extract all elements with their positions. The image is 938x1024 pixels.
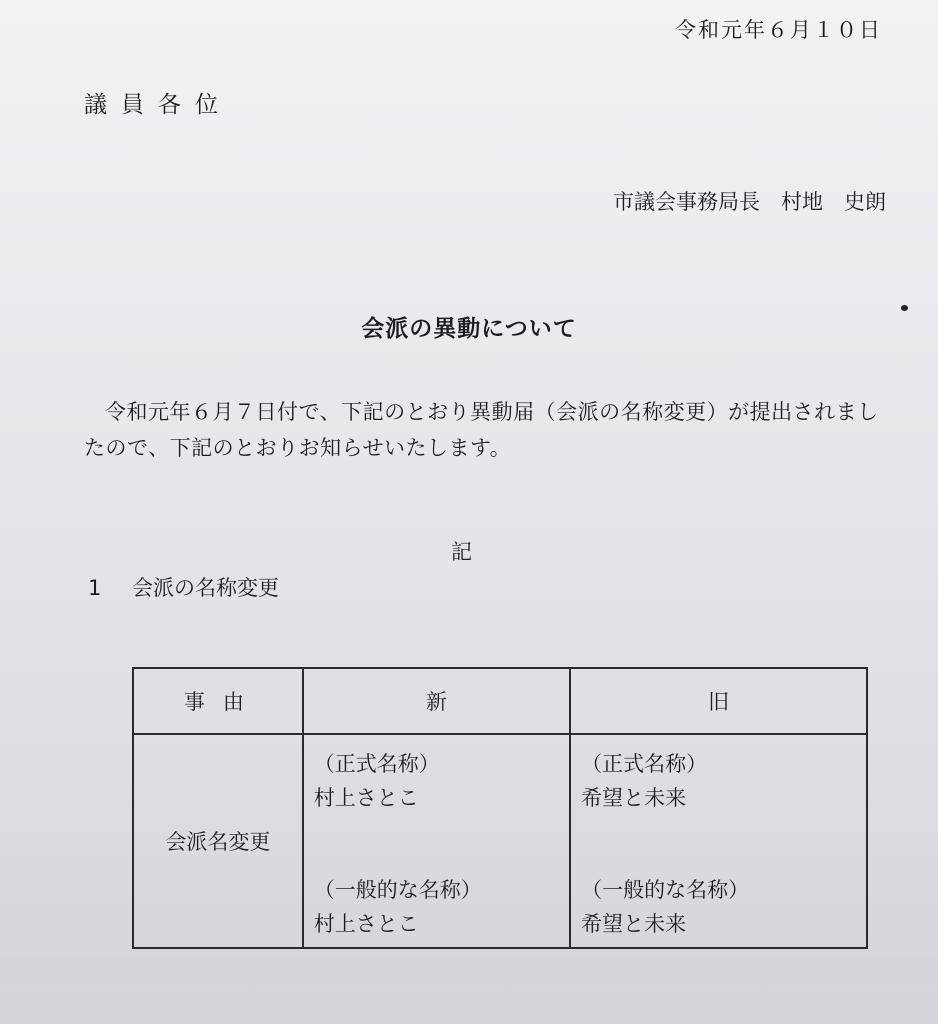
body-paragraph: 令和元年６月７日付で、下記のとおり異動届（会派の名称変更）が提出されましたので、下記のとおりお知らせいたします。 — [84, 400, 879, 460]
ki-marker: 記 — [451, 540, 472, 564]
cell-new — [303, 734, 570, 948]
table-row — [133, 734, 867, 948]
document-date: 令和元年６月１０日 — [675, 18, 882, 42]
ink-speck — [901, 305, 908, 311]
old-common-label: （一般的な名称） — [581, 878, 750, 902]
header-new: 新 — [303, 668, 570, 734]
header-reason: 事由 — [133, 668, 303, 734]
old-official-name: 希望と未来 — [581, 786, 687, 810]
new-official-label: （正式名称） — [313, 752, 440, 776]
old-official-label: （正式名称） — [581, 752, 708, 776]
header-old: 旧 — [570, 668, 867, 734]
cell-reason: 会派名変更 — [133, 734, 303, 948]
old-common-name: 希望と未来 — [581, 912, 687, 936]
new-common-name: 村上さとこ — [313, 912, 419, 936]
sender: 市議会事務局長 村地 史朗 — [613, 190, 886, 214]
new-common-label: （一般的な名称） — [313, 878, 482, 902]
new-official-name: 村上さとこ — [313, 786, 419, 810]
table-header-row — [133, 668, 867, 734]
item-number: 1 — [88, 576, 102, 600]
item-heading — [88, 572, 279, 602]
change-table — [132, 667, 868, 949]
cell-old — [570, 734, 867, 948]
document-title: 会派の異動について — [361, 316, 577, 342]
addressee: 議員各位 — [84, 92, 232, 118]
item-label: 会派の名称変更 — [132, 576, 279, 600]
